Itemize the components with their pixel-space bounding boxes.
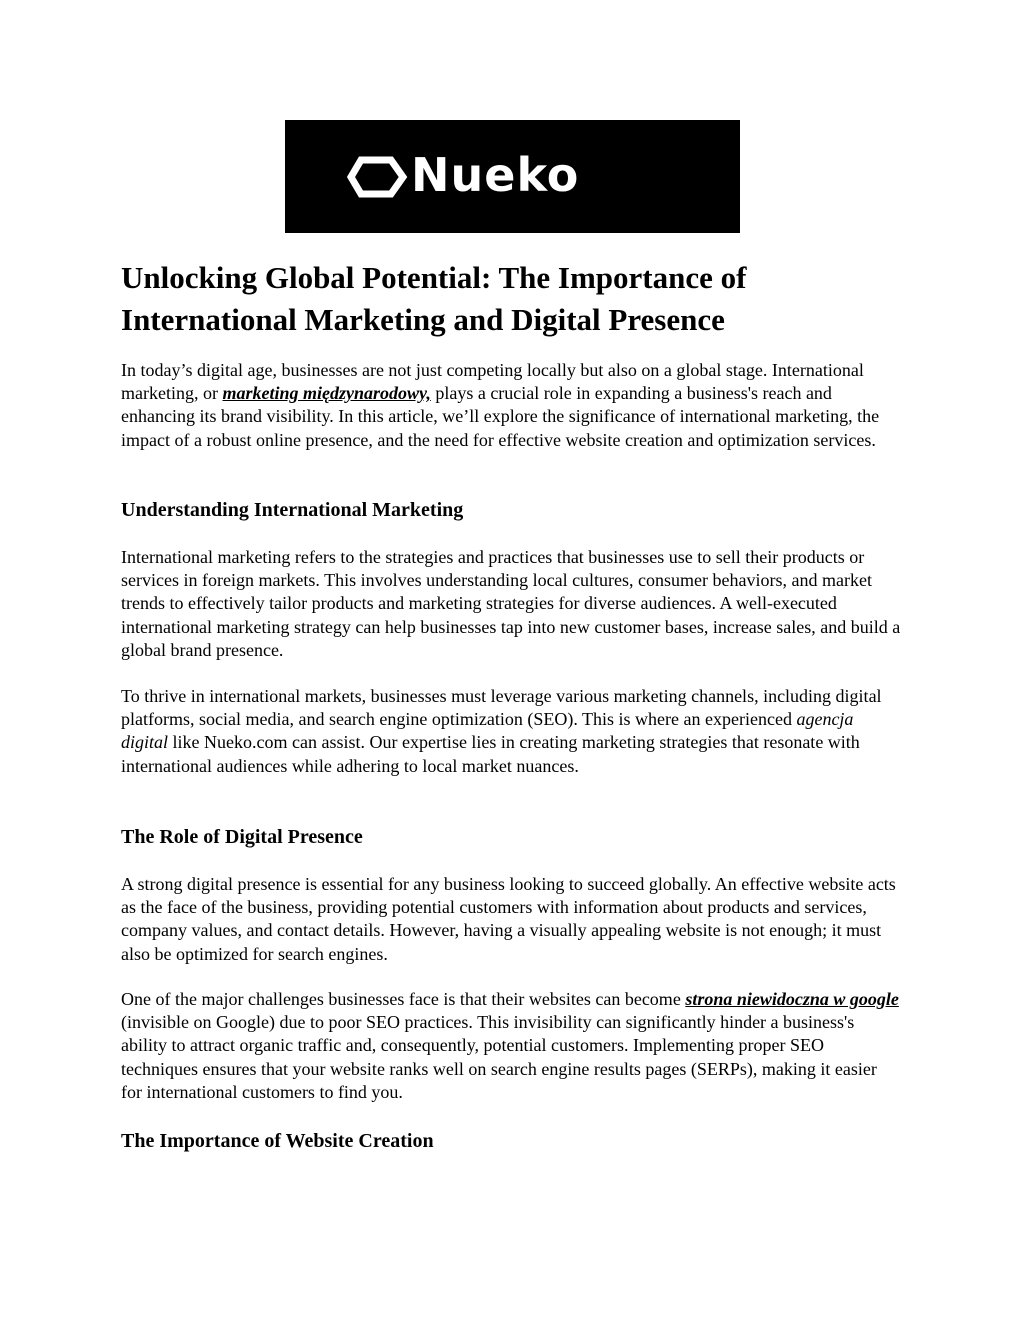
page-title: Unlocking Global Potential: The Importance of International Marketing and Digital Presence xyxy=(121,260,747,337)
section2-paragraph-2 xyxy=(121,988,901,1104)
section-heading-digital-presence: The Role of Digital Presence xyxy=(121,826,363,848)
section2-paragraph-1: A strong digital presence is essential for any business looking to succeed globally. An effective website acts as the face of the business, providing potential customers with information about products and services, company values, and contact details. However, having a visually appealing website is not enough; it must also be optimized for search engines. xyxy=(121,874,896,964)
invisible-google-link[interactable]: strona niewidoczna w google xyxy=(685,989,899,1009)
section2-p2-before: One of the major challenges businesses face is that their websites can become xyxy=(121,989,686,1009)
section-heading-understanding: Understanding International Marketing xyxy=(121,499,464,521)
section1-paragraph-2 xyxy=(121,685,901,778)
section2-p2-after: (invisible on Google) due to poor SEO practices. This invisibility can significantly hinder a business's ability to attract organic traffic and, consequently, potential customers. Implementing proper SEO techniques ensures that your website ranks well on search engine results pages (SERPs), making it easier for international customers to find you. xyxy=(121,1012,877,1102)
intro-paragraph xyxy=(121,359,901,452)
hexagon-outline-icon xyxy=(347,154,409,200)
intro-text-after: plays a crucial role in expanding a business's reach and enhancing its brand visibility. In this article, we’ll explore the significance of international marketing, the impact of a robust online presence, and the need for effective website creation and optimization services. xyxy=(121,383,880,450)
intro-text-before: In today’s digital age, businesses are not just competing locally but also on a global stage. International marketing, or xyxy=(121,360,864,404)
section-heading-website-creation: The Importance of Website Creation xyxy=(121,1130,434,1152)
agency-emphasis: agencja digital xyxy=(121,709,854,753)
section1-p2-after: like Nueko.com can assist. Our expertise lies in creating marketing strategies that resonate with international audiences while adhering to local market nuances. xyxy=(121,732,860,776)
section1-paragraph-1: International marketing refers to the strategies and practices that businesses use to sell their products or services in foreign markets. This involves understanding local cultures, consumer behaviors, and market trends to effectively tailor products and marketing strategies for diverse audiences. A well-executed international marketing strategy can help businesses tap into new customer bases, increase sales, and build a global brand presence. xyxy=(121,547,901,660)
logo xyxy=(347,148,580,202)
logo-text: Nueko xyxy=(411,148,580,202)
marketing-link[interactable]: marketing międzynarodowy, xyxy=(222,383,431,404)
section1-p2-before: To thrive in international markets, businesses must leverage various marketing channels, including digital platforms, social media, and search engine optimization (SEO). This is where an experienced xyxy=(121,686,882,730)
logo-banner xyxy=(285,120,740,233)
